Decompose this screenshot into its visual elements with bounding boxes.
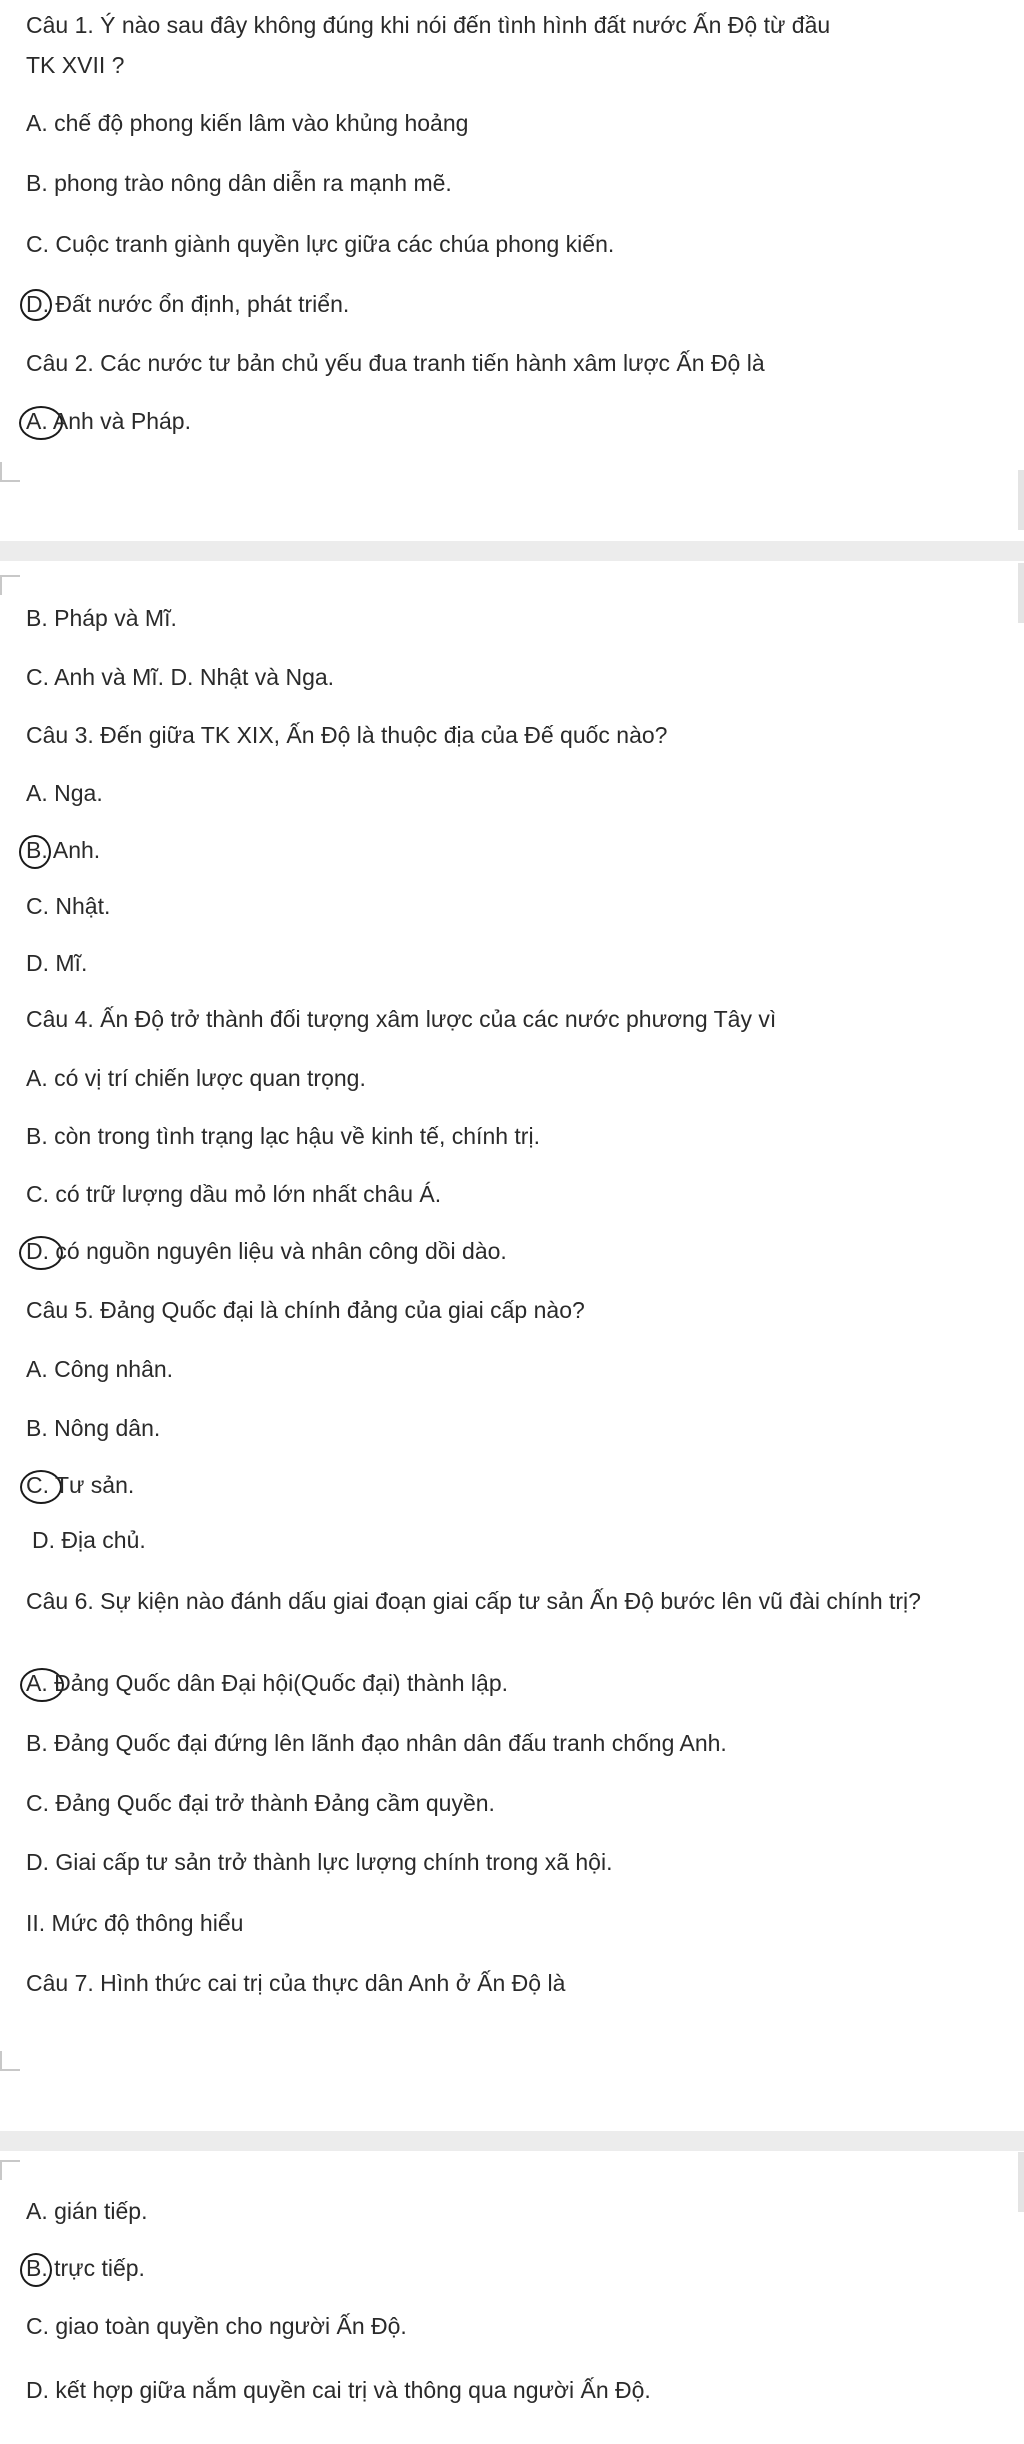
question-4-option-a: A. có vị trí chiến lược quan trọng. xyxy=(26,1065,366,1091)
question-2-option-c-d: C. Anh và Mĩ. D. Nhật và Nga. xyxy=(26,664,335,690)
question-1-option-b: B. phong trào nông dân diễn ra mạnh mẽ. xyxy=(26,170,452,196)
question-3-option-d: D. Mĩ. xyxy=(26,950,88,976)
page-3 xyxy=(0,2152,1024,2444)
question-1-option-c: C. Cuộc tranh giành quyền lực giữa các chúa phong kiến. xyxy=(26,231,615,257)
question-7-option-d: D. kết hợp giữa nắm quyền cai trị và thông qua người Ấn Độ. xyxy=(26,2377,651,2403)
question-7-option-b: B. trực tiếp. xyxy=(26,2255,145,2281)
crop-corner-mark xyxy=(0,575,20,595)
question-3-text: Câu 3. Đến giữa TK XIX, Ấn Độ là thuộc địa của Đế quốc nào? xyxy=(26,722,668,748)
question-5-option-a: A. Công nhân. xyxy=(26,1356,174,1382)
page-edge xyxy=(1018,470,1024,530)
question-7-text: Câu 7. Hình thức cai trị của thực dân Anh ở Ấn Độ là xyxy=(26,1970,566,1996)
question-6-option-d: D. Giai cấp tư sản trở thành lực lượng chính trong xã hội. xyxy=(26,1849,613,1875)
question-6-text: Câu 6. Sự kiện nào đánh dấu giai đoạn giai cấp tư sản Ấn Độ bước lên vũ đài chính trị? xyxy=(26,1588,921,1614)
question-7-option-c: C. giao toàn quyền cho người Ấn Độ. xyxy=(26,2313,407,2339)
question-6-option-a: A. Đảng Quốc dân Đại hội(Quốc đại) thành lập. xyxy=(26,1670,509,1696)
question-1-text-line-2: TK XVII ? xyxy=(26,52,125,78)
crop-corner-mark xyxy=(0,2160,20,2180)
page-1 xyxy=(0,0,1024,540)
question-5-option-b: B. Nông dân. xyxy=(26,1415,161,1441)
crop-corner-mark xyxy=(0,462,20,482)
question-2-text: Câu 2. Các nước tư bản chủ yếu đua tranh tiến hành xâm lược Ấn Độ là xyxy=(26,350,765,376)
crop-corner-mark xyxy=(0,2051,20,2071)
question-4-option-d: D. có nguồn nguyên liệu và nhân công dồi dào. xyxy=(26,1238,507,1264)
question-5-option-d: D. Địa chủ. xyxy=(32,1527,146,1553)
question-6-option-c: C. Đảng Quốc đại trở thành Đảng cầm quyền. xyxy=(26,1790,495,1816)
page-gap xyxy=(0,2131,1024,2151)
question-3-option-a: A. Nga. xyxy=(26,780,103,806)
question-2-option-b: B. Pháp và Mĩ. xyxy=(26,605,177,631)
section-heading: II. Mức độ thông hiểu xyxy=(26,1910,244,1936)
question-3-option-c: C. Nhật. xyxy=(26,893,111,919)
page-edge xyxy=(1018,563,1024,623)
page-gap xyxy=(0,541,1024,561)
question-4-text: Câu 4. Ấn Độ trở thành đối tượng xâm lược của các nước phương Tây vì xyxy=(26,1006,777,1032)
question-1-text-line-1: Câu 1. Ý nào sau đây không đúng khi nói đến tình hình đất nước Ấn Độ từ đầu xyxy=(26,12,831,38)
question-4-option-c: C. có trữ lượng dầu mỏ lớn nhất châu Á. xyxy=(26,1181,442,1207)
question-6-option-b: B. Đảng Quốc đại đứng lên lãnh đạo nhân dân đấu tranh chống Anh. xyxy=(26,1730,727,1756)
page-2 xyxy=(0,563,1024,2133)
question-3-option-b: B. Anh. xyxy=(26,837,101,863)
question-4-option-b: B. còn trong tình trạng lạc hậu về kinh tế, chính trị. xyxy=(26,1123,540,1149)
question-2-option-a: A. Anh và Pháp. xyxy=(26,408,191,434)
question-5-text: Câu 5. Đảng Quốc đại là chính đảng của giai cấp nào? xyxy=(26,1297,585,1323)
question-7-option-a: A. gián tiếp. xyxy=(26,2198,148,2224)
page-edge xyxy=(1018,2152,1024,2212)
question-5-option-c: C. Tư sản. xyxy=(26,1472,135,1498)
question-1-option-a: A. chế độ phong kiến lâm vào khủng hoảng xyxy=(26,110,469,136)
question-1-option-d: D. Đất nước ổn định, phát triển. xyxy=(26,291,350,317)
